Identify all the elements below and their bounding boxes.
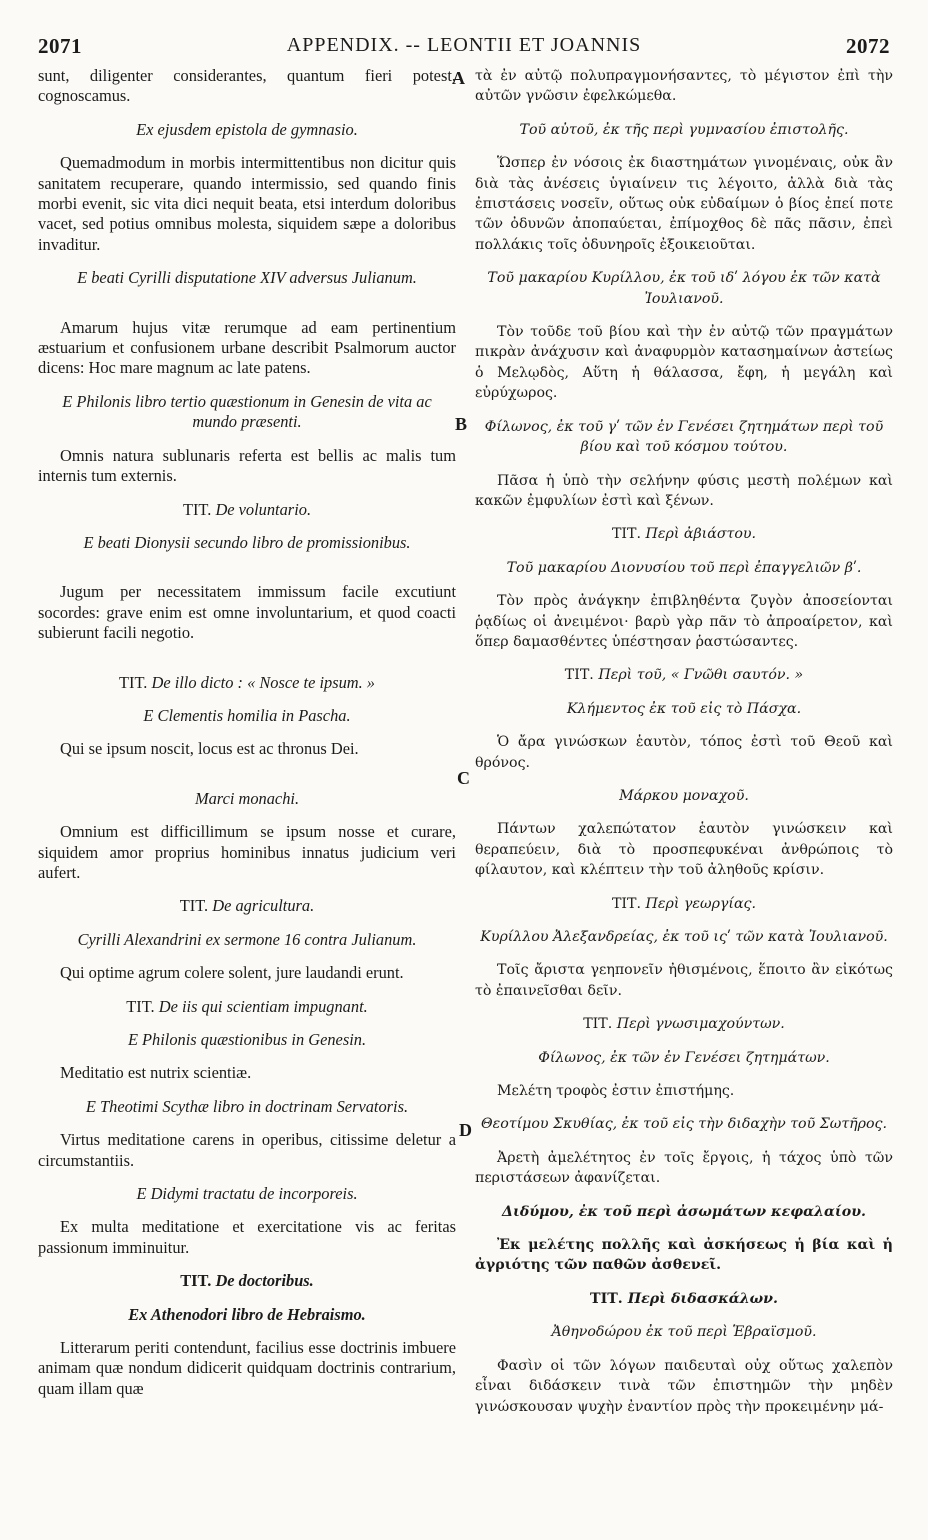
page-header (0, 0, 928, 62)
latin-title-heading: TIT. De voluntario. (182, 499, 312, 519)
latin-heading: E Didymi tractatu de incorporeis. (136, 1184, 358, 1204)
greek-title-heading: ΤΙΤ. Περὶ διδασκάλων. (590, 1290, 778, 1307)
greek-paragraph: Μελέτη τροφὸς ἐστιν ἐπιστήμης. (497, 1083, 735, 1100)
latin-paragraph: Litterarum periti contendunt, facilius esse doctrinis imbuere animam quæ nondum didicerit quidquam doctrinis contrarium, quam illam quæ (38, 1338, 456, 1398)
margin-marker-d: D (459, 1120, 472, 1140)
greek-paragraph: Τοῖς ἄριστα γεηπονεῖν ἠθισμένοις, ἕποιτο ἂν εἰκότως τὸ ἐπαινεῖσθαι δεῖν. (475, 962, 893, 999)
greek-paragraph: τὰ ἐν αὐτῷ πολυπραγμονήσαντες, τὸ μέγιστον ἐπὶ τὴν αὐτῶν γνῶσιν ἐφελκώμεθα. (475, 68, 893, 105)
greek-title-heading: ΤΙΤ. Περὶ ἀβιάστου. (611, 526, 757, 543)
greek-title-heading: ΤΙΤ. Περὶ τοῦ, « Γνῶθι σαυτόν. » (564, 667, 804, 684)
greek-heading: Τοῦ αὐτοῦ, ἐκ τῆς περὶ γυμνασίου ἐπιστολῆς. (519, 121, 849, 138)
latin-heading: E Philonis libro tertio quæstionum in Genesin de vita ac mundo præsenti. (62, 391, 432, 432)
margin-marker-b: B (455, 414, 468, 434)
greek-heading: Φίλωνος, ἐκ τοῦ γʹ τῶν ἐν Γενέσει ζητημάτων περὶ τοῦ βίου καὶ τοῦ κόσμου τούτου. (484, 418, 884, 456)
latin-paragraph: Meditatio est nutrix scientiæ. (60, 1063, 252, 1083)
latin-title-heading: TIT. De iis qui scientiam impugnant. (126, 996, 368, 1016)
greek-paragraph: Φασὶν οἱ τῶν λόγων παιδευταὶ οὐχ οὕτως χαλεπὸν εἶναι διδάσκειν τινὰ τῶν ἐπιστημῶν τὴν μηδὲν γινώσκουσαν ψυχὴν ἐναντίον πρὸς τὴν προκειμένην μά- (475, 1357, 893, 1415)
latin-title-heading: TIT. De doctoribus. (180, 1271, 314, 1291)
running-title: APPENDIX. -- LEONTII ET JOANNIS (286, 34, 642, 56)
greek-paragraph: Ἐκ μελέτης πολλῆς καὶ ἀσκήσεως ἡ βία καὶ ἡ ἀγριότης τῶν παθῶν ἀσθενεῖ. (475, 1237, 893, 1274)
greek-paragraph: Τὸν τοῦδε τοῦ βίου καὶ τὴν ἐν αὐτῷ τῶν πραγμάτων πικρὰν ἀνάχυσιν καὶ ἀναφυρμὸν κατασημαίνων ἀστείως ὁ Μελῳδὸς, Αὕτη ἡ θάλασσα, ἔφη, ἡ μεγάλη καὶ εὐρύχωρος. (475, 324, 893, 402)
greek-heading: Τοῦ μακαρίου Διονυσίου τοῦ περὶ ἐπαγγελιῶν βʹ. (506, 559, 862, 576)
greek-heading: Κλήμεντος ἐκ τοῦ εἰς τὸ Πάσχα. (566, 700, 802, 717)
greek-paragraph: Ὁ ἄρα γινώσκων ἑαυτὸν, τόπος ἐστὶ τοῦ Θεοῦ καὶ θρόνος. (475, 734, 893, 771)
latin-title-heading: TIT. De illo dicto : « Nosce te ipsum. » (119, 672, 375, 692)
latin-heading: Cyrilli Alexandrini ex sermone 16 contra Julianum. (77, 929, 417, 949)
latin-heading: E Clementis homilia in Pascha. (143, 705, 351, 725)
latin-paragraph: Ex multa meditatione et exercitatione vis ac feritas passionum imminuitur. (38, 1217, 456, 1257)
page-number-right: 2072 (846, 34, 890, 58)
greek-heading: Τοῦ μακαρίου Κυρίλλου, ἐκ τοῦ ιδʹ λόγου ἐκ τῶν κατὰ Ἰουλιανοῦ. (487, 270, 881, 307)
latin-paragraph: Amarum hujus vitæ rerumque ad eam pertinentium æstuarium et confusionem urbane describit Psalmorum auctor dicens: Hoc mare magnum ac late patens. (38, 317, 456, 378)
margin-marker-c: C (457, 768, 470, 788)
latin-heading: E beati Dionysii secundo libro de promissionibus. (83, 532, 411, 552)
greek-title-heading: ΤΙΤ. Περὶ γνωσιμαχούντων. (583, 1016, 785, 1033)
greek-paragraph: Πᾶσα ἡ ὑπὸ τὴν σελήνην φύσις μεστὴ πολέμων καὶ κακῶν ἐμφυλίων ἐστὶ καὶ ξένων. (475, 472, 893, 509)
greek-heading: Ἀθηνοδώρου ἐκ τοῦ περὶ Ἑβραϊσμοῦ. (551, 1324, 817, 1341)
latin-paragraph: Omnium est difficillimum se ipsum nosse et curare, siquidem amor proprius hominibus innatus judicium veri aufert. (38, 822, 456, 882)
latin-paragraph: Quemadmodum in morbis intermittentibus non dicitur quis sanitatem recuperare, quando intermissio, sed quando finis morbi evenit, sic vita dici nequit beata, etsi interdum doloribus vacet, sed potius omnibus molesta, siquidem sæpe a doloribus invaditur. (38, 153, 456, 254)
page-number-left: 2071 (38, 34, 82, 58)
latin-heading: E Philonis quæstionibus in Genesin. (127, 1030, 367, 1049)
greek-heading: Κυρίλλου Ἀλεξανδρείας, ἐκ τοῦ ιςʹ τῶν κατὰ Ἰουλιανοῦ. (480, 929, 888, 945)
latin-paragraph: Omnis natura sublunaris referta est bellis ac malis tum internis tum externis. (38, 445, 456, 486)
greek-heading: Φίλωνος, ἐκ τῶν ἐν Γενέσει ζητημάτων. (538, 1049, 830, 1066)
latin-heading: Ex ejusdem epistola de gymnasio. (136, 119, 358, 139)
greek-column (475, 66, 893, 1430)
greek-heading: Μάρκου μοναχοῦ. (619, 787, 749, 804)
latin-paragraph: sunt, diligenter considerantes, quantum fieri potest, cognoscamus. (38, 66, 456, 106)
latin-paragraph: Virtus meditatione carens in operibus, citissime deletur a circumstantiis. (38, 1130, 456, 1170)
greek-paragraph: Τὸν πρὸς ἀνάγκην ἐπιβληθέντα ζυγὸν ἀποσείονται ῥᾳδίως οἱ ἀνειμένοι· βαρὺ γὰρ πᾶν τὸ ἀπροαίρετον, καὶ ὅπερ δαμασθέντες ὑπέστησαν ῥαστώσαντες. (475, 593, 893, 650)
latin-heading: E Theotimi Scythæ libro in doctrinam Servatoris. (85, 1096, 409, 1116)
latin-column (38, 66, 456, 1412)
latin-title-heading: TIT. De agricultura. (179, 896, 315, 916)
latin-heading: Ex Athenodori libro de Hebraismo. (128, 1304, 366, 1324)
latin-paragraph: Jugum per necessitatem immissum facile excutiunt socordes: grave enim est omne involuntarium, et quod coacti subierunt facili negotio. (38, 582, 456, 643)
latin-paragraph: Qui se ipsum noscit, locus est ac thronus Dei. (60, 739, 359, 759)
latin-heading: Marci monachi. (194, 788, 300, 808)
greek-heading: Θεοτίμου Σκυθίας, ἐκ τοῦ εἰς τὴν διδαχὴν τοῦ Σωτῆρος. (480, 1116, 888, 1133)
greek-paragraph: Ὥσπερ ἐν νόσοις ἐκ διαστημάτων γινομέναις, οὐκ ἂν διὰ τὰς ἀνέσεις ὑγιαίνειν τις λέγοιτο, ἀλλὰ διὰ τὰς ἐπιστάσεις νοσεῖν, οὕτως οὐκ εὐδαίμων ὁ βίος ἐπεί ποτε τῶν ὀδυνῶν ἀποπαύεται, ἐπίμοχθος δὲ πᾶς πᾶσιν, ἐπεὶ πολλάκις τοῖς ὀδυνηροῖς ἐξοικειοῦται. (475, 155, 893, 253)
latin-paragraph: Qui optime agrum colere solent, jure laudandi erunt. (60, 963, 404, 983)
latin-heading: E beati Cyrilli disputatione XIV adversus Julianum. (77, 268, 417, 288)
greek-paragraph: Ἀρετὴ ἀμελέτητος ἐν τοῖς ἔργοις, ἡ τάχος ὑπὸ τῶν περιστάσεων ἀφανίζεται. (475, 1149, 893, 1187)
greek-heading: Διδύμου, ἐκ τοῦ περὶ ἀσωμάτων κεφαλαίου. (501, 1203, 866, 1220)
margin-marker-a: A (452, 68, 465, 88)
greek-title-heading: ΤΙΤ. Περὶ γεωργίας. (611, 895, 757, 912)
greek-paragraph: Πάντων χαλεπώτατον ἑαυτὸν γινώσκειν καὶ θεραπεύειν, διὰ τὸ προσπεφυκέναι ἀνθρώποις τὸ φίλαυτον, καὶ κλέπτειν τὴν τοῦ ἀληθοῦς κρίσιν. (475, 821, 893, 879)
